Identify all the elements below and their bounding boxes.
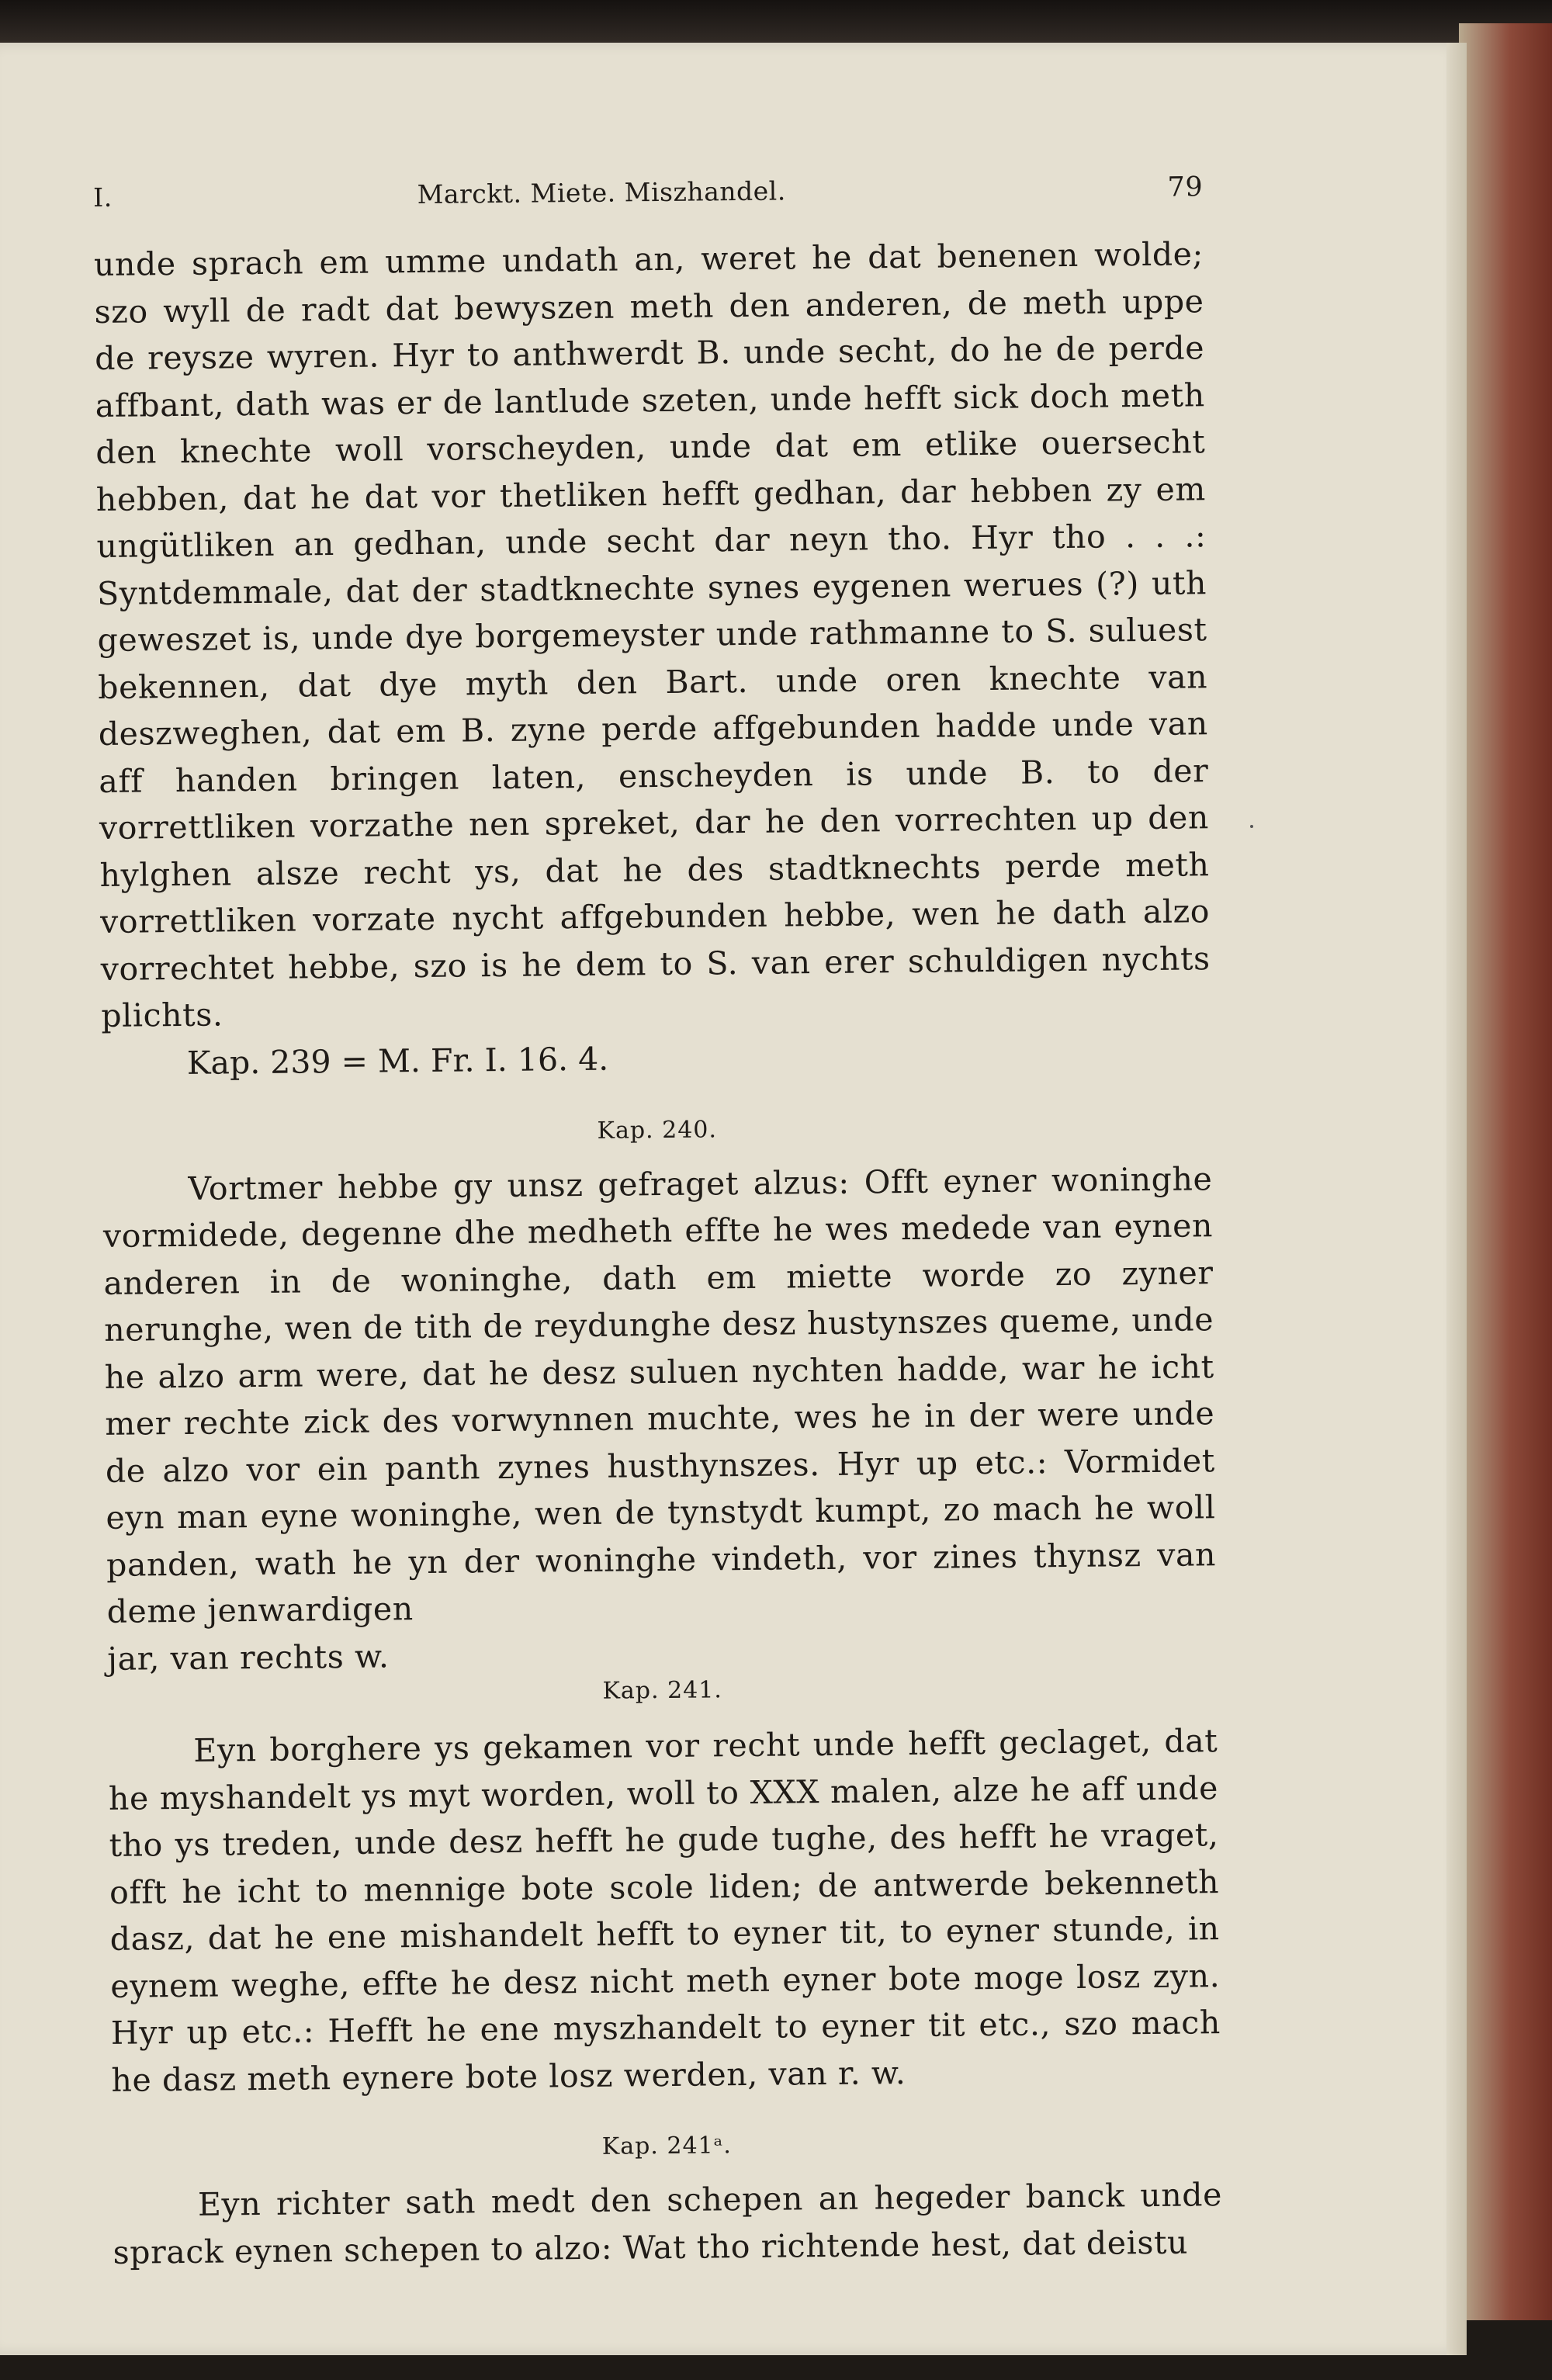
running-header xyxy=(93,171,1203,213)
chapter-241-heading: Kap. 241. xyxy=(602,1676,723,1705)
running-title: Marckt. Miete. Miszhandel. xyxy=(417,175,786,210)
chapter-241a-heading: Kap. 241ᵃ. xyxy=(601,2132,732,2160)
chapter-241-text: Eyn borghere ys gekamen vor recht unde hefft geclaget, dat he myshandelt ys myt worden, woll to XXX malen, alze he aff unde tho ys treden, unde desz hefft he gude tughe, des hefft he vraget, offt he icht to mennige bote scole liden; de antwerde bekenneth dasz, dat he ene mishandelt hefft to eyner tit, to eyner stunde, in eynem weghe, effte he desz nicht meth eyner bote moge losz zyn. Hyr up etc.: Hefft he ene myszhandelt to eyner tit etc., szo mach he dasz meth eynere bote losz werden, van r. w. xyxy=(108,1722,1221,2099)
paragraph-continuation: unde sprach em umme undath an, weret he dat benenen wolde; szo wyll de radt dat bewyszen meth den anderen, de meth uppe de reysze wyren. Hyr to anthwerdt B. unde secht, do he de perde affbant, dath was er de lantlude szeten, unde hefft sick doch meth den knechte woll vorscheyden, unde dat em etlike ouersecht hebben, dat he dat vor thetliken hefft gedhan, dar hebben zy em ungütliken an gedhan, unde secht dar neyn tho. Hyr tho . . .: Syntdemmale, dat der stadtknechte synes eygenen werues (?) uth geweszet is, unde dye borgemeyster unde rathmanne to S. suluest bekennen, dat dye myth den Bart. unde oren knechte van deszweghen, dat em B. zyne perde affgebunden hadde unde van aff handen bringen laten, enscheyden is unde B. to der vorrettliken vorzathe nen spreket, dar he den vorrechten up den hylghen alsze recht ys, dat he des stadtknechts perde meth vorrettliken vorzate nycht affgebunden hebbe, wen he dath alzo vorrechtet hebbe, szo is he dem to S. van erer schuldigen nychts plichts. xyxy=(93,235,1211,1034)
chapter-240-heading: Kap. 240. xyxy=(597,1115,718,1145)
chapter-241a-text: Eyn richter sath medt den schepen an hegeder banck unde sprack eynen schepen to alzo: Wat tho richtende hest, dat deistu xyxy=(113,2176,1223,2271)
book-cover-edge xyxy=(1459,23,1552,2320)
chapter-240-text: Vortmer hebbe gy unsz gefraget alzus: Offt eyner woninghe vormidede, degenne dhe medheth effte he wes medede van eynen anderen in de woninghe, dath em miette worde zo zyner nerunghe, wen de tith de reydunghe desz hustynszes queme, unde he alzo arm were, dat he desz suluen nychten hadde, war he icht mer rechte zick des vorwynnen muchte, wes he in der were unde de alzo vor ein panth zynes husthynszes. Hyr up etc.: Vormidet eyn man eyne woninghe, wen de tynstydt kumpt, zo mach he woll panden, wath he yn der woninghe vindeth, vor zines thynsz van deme jenwardigen xyxy=(102,1159,1217,1630)
page-gutter-edge xyxy=(1446,43,1467,2355)
chapter-239-reference: Kap. 239 = M. Fr. I. 16. 4. xyxy=(186,1040,609,1082)
page-content xyxy=(93,171,1223,2276)
page-number: 79 xyxy=(1167,171,1204,203)
book-page xyxy=(0,43,1467,2355)
ink-speck xyxy=(1250,825,1253,828)
chapter-240-last-line: jar, van rechts w. xyxy=(107,1637,390,1678)
section-number: I. xyxy=(93,182,113,213)
